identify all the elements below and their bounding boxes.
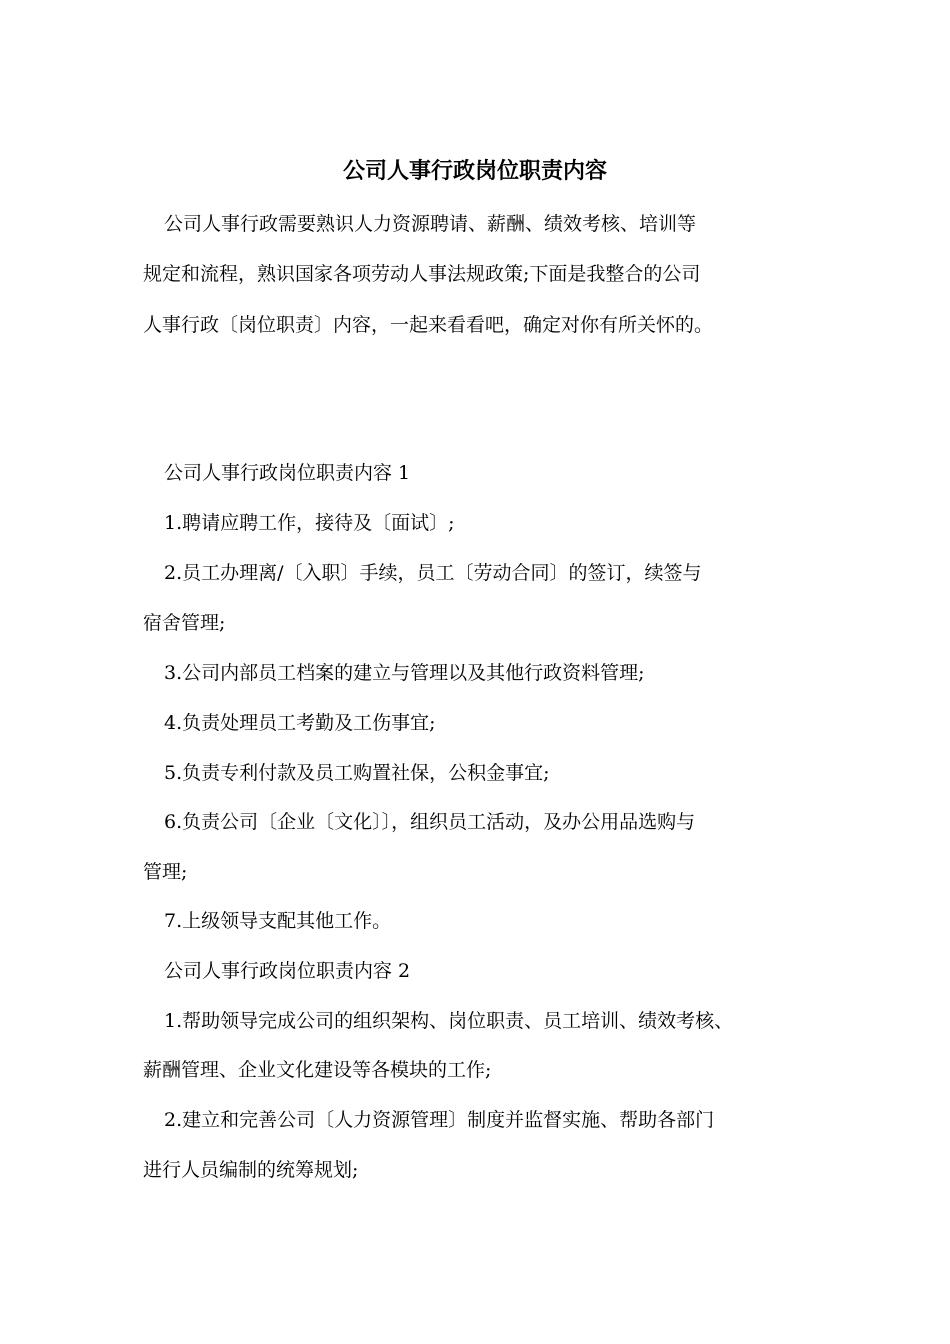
intro-line: 公司人事行政需要熟识人力资源聘请、薪酬、绩效考核、培训等 <box>164 213 697 235</box>
list-item: 1.聘请应聘工作，接待及〔面试〕; <box>164 512 455 534</box>
intro-line: 规定和流程，熟识国家各项劳动人事法规政策;下面是我整合的公司 <box>143 263 701 285</box>
section-heading: 公司人事行政岗位职责内容 2 <box>164 960 411 982</box>
section-heading: 公司人事行政岗位职责内容 1 <box>164 462 411 484</box>
list-item: 2.建立和完善公司〔人力资源管理〕制度并监督实施、帮助各部门 <box>164 1109 715 1131</box>
list-item-continuation: 宿舍管理; <box>143 612 226 634</box>
intro-line: 人事行政〔岗位职责〕内容，一起来看看吧，确定对你有所关怀的。 <box>143 314 714 336</box>
list-item: 2.员工办理离/〔入职〕手续，员工〔劳动合同〕的签订，续签与 <box>164 562 702 584</box>
document-title: 公司人事行政岗位职责内容 <box>342 158 607 184</box>
list-item: 6.负责公司〔企业〔文化〕〕，组织员工活动，及办公用品选购与 <box>164 811 696 833</box>
list-item-continuation: 进行人员编制的统筹规划; <box>143 1159 359 1181</box>
list-item: 4.负责处理员工考勤及工伤事宜; <box>164 712 436 734</box>
list-item: 3.公司内部员工档案的建立与管理以及其他行政资料管理; <box>164 662 645 684</box>
list-item-continuation: 薪酬管理、企业文化建设等各模块的工作; <box>143 1059 492 1081</box>
list-item: 7.上级领导支配其他工作。 <box>164 910 392 932</box>
list-item: 1.帮助领导完成公司的组织架构、岗位职责、员工培训、绩效考核、 <box>164 1010 734 1032</box>
list-item-continuation: 管理; <box>143 861 188 883</box>
list-item: 5.负责专利付款及员工购置社保，公积金事宜; <box>164 762 550 784</box>
